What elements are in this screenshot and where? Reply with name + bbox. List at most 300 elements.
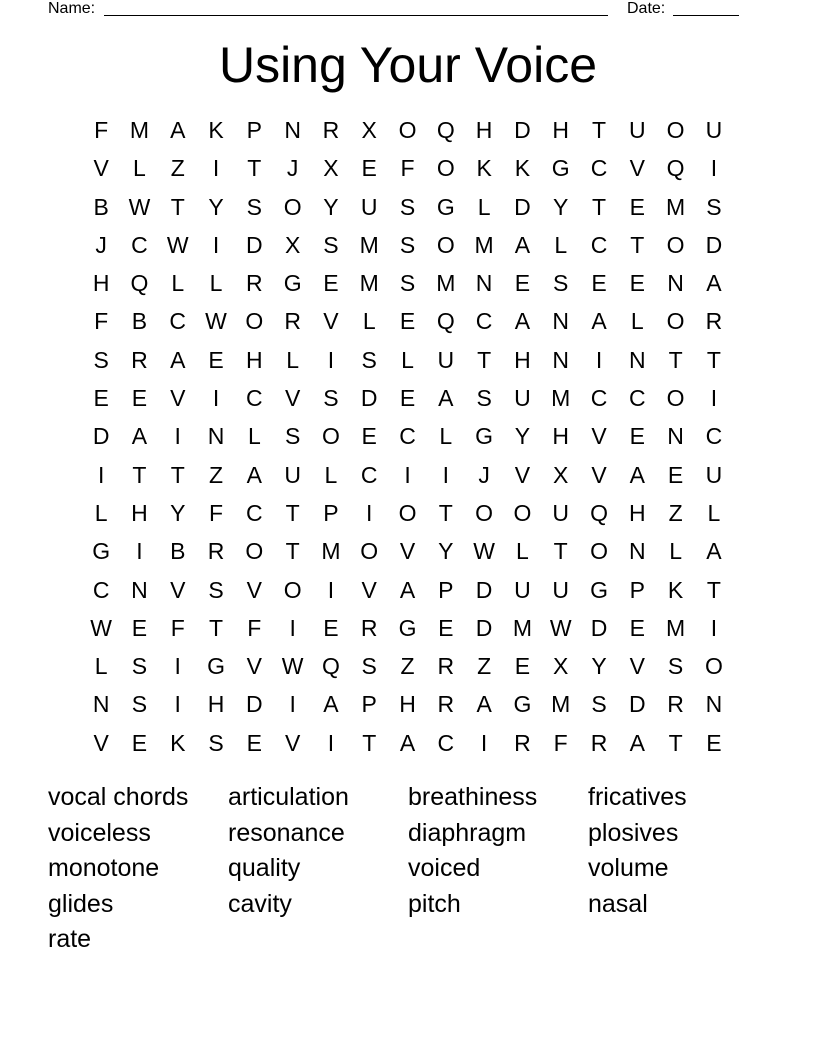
grid-letter: R: [131, 346, 148, 373]
grid-letter: T: [170, 193, 185, 220]
grid-letter: Y: [170, 499, 186, 526]
grid-letter: E: [667, 461, 684, 488]
grid-letter: S: [93, 346, 109, 373]
grid-letter: D: [360, 385, 378, 412]
grid-letter: I: [710, 614, 718, 641]
grid-letter: I: [212, 155, 220, 182]
grid-letter: Y: [208, 193, 224, 220]
grid-letter: A: [246, 461, 262, 488]
grid-letter: C: [246, 499, 263, 526]
grid-letter: S: [399, 270, 416, 297]
grid-letter: Z: [170, 155, 185, 182]
grid-letter: Q: [436, 117, 455, 143]
grid-letter: O: [436, 155, 455, 182]
grid-letter: U: [552, 499, 570, 526]
grid-letter: L: [554, 231, 568, 258]
grid-letter: A: [170, 117, 186, 143]
grid-letter: L: [362, 308, 376, 335]
grid-letter: U: [360, 193, 378, 220]
grid-letter: N: [207, 423, 225, 450]
grid-letter: D: [246, 691, 263, 718]
grid-letter: S: [361, 653, 377, 680]
grid-letter: Y: [591, 653, 607, 680]
grid-letter: A: [706, 538, 722, 565]
grid-letter: O: [666, 385, 685, 412]
grid-letter: E: [131, 614, 148, 641]
grid-letter: I: [212, 385, 220, 412]
grid-letter: Q: [666, 155, 685, 182]
grid-letter: S: [284, 423, 301, 450]
grid-letter: C: [437, 729, 455, 756]
grid-letter: H: [399, 691, 416, 718]
grid-letter: G: [92, 538, 111, 565]
grid-letter: D: [705, 231, 723, 258]
grid-letter: T: [706, 346, 721, 373]
grid-letter: H: [131, 499, 148, 526]
grid-letter: M: [474, 231, 494, 258]
grid-letter: R: [322, 117, 340, 143]
grid-letter: N: [92, 691, 110, 718]
grid-letter: V: [361, 576, 377, 603]
word-list-item: breathiness: [408, 783, 538, 811]
word-list-item: pitch: [408, 889, 461, 918]
grid-letter: O: [666, 231, 685, 258]
grid-letter: H: [552, 117, 570, 143]
grid-letter: E: [246, 729, 262, 756]
grid-letter: W: [128, 193, 151, 220]
grid-letter: L: [516, 538, 529, 565]
grid-letter: C: [131, 231, 148, 258]
grid-letter: S: [131, 691, 148, 718]
grid-letter: R: [437, 653, 455, 680]
grid-letter: X: [361, 117, 377, 143]
grid-letter: K: [667, 576, 684, 603]
grid-letter: U: [437, 346, 455, 373]
grid-letter: S: [208, 729, 224, 756]
page-title: Using Your Voice: [218, 37, 598, 93]
grid-letter: W: [166, 231, 189, 258]
grid-letter: J: [95, 231, 107, 258]
grid-letter: V: [93, 155, 109, 182]
grid-letter: S: [323, 231, 339, 258]
grid-letter: I: [174, 423, 181, 450]
grid-letter: I: [174, 653, 181, 680]
grid-letter: K: [514, 155, 531, 182]
grid-letter: E: [361, 423, 377, 450]
grid-letter: M: [359, 231, 379, 258]
grid-letter: W: [90, 614, 112, 641]
grid-letter: V: [170, 385, 186, 412]
grid-letter: T: [209, 614, 224, 641]
grid-letter: Q: [436, 308, 455, 335]
grid-letter: R: [437, 691, 455, 718]
grid-letter: O: [666, 117, 685, 143]
grid-letter: F: [94, 117, 109, 143]
grid-letter: V: [591, 423, 607, 450]
grid-letter: V: [591, 461, 607, 488]
grid-letter: X: [323, 155, 339, 182]
grid-letter: F: [170, 614, 185, 641]
grid-letter: I: [595, 346, 603, 373]
grid-letter: L: [401, 346, 414, 373]
grid-letter: K: [476, 155, 492, 182]
grid-letter: R: [246, 270, 263, 297]
grid-letter: F: [94, 308, 109, 335]
grid-letter: T: [706, 576, 721, 603]
grid-letter: B: [131, 308, 148, 335]
grid-letter: E: [706, 729, 722, 756]
grid-letter: L: [94, 499, 108, 526]
grid-letter: D: [475, 614, 493, 641]
grid-letter: Y: [323, 193, 339, 220]
grid-letter: V: [284, 385, 301, 412]
grid-letter: T: [477, 346, 492, 373]
grid-letter: E: [591, 270, 607, 297]
grid-letter: A: [514, 231, 531, 258]
grid-letter: Q: [130, 270, 149, 297]
grid-letter: I: [710, 155, 718, 182]
word-list-item: voiceless: [48, 818, 151, 847]
grid-letter: T: [132, 461, 147, 488]
grid-letter: E: [629, 270, 645, 297]
grid-letter: X: [553, 653, 569, 680]
grid-letter: J: [286, 155, 299, 182]
grid-letter: C: [475, 308, 493, 335]
grid-letter: E: [629, 614, 645, 641]
grid-letter: M: [512, 614, 532, 641]
grid-letter: N: [667, 270, 684, 297]
grid-letter: T: [668, 729, 683, 756]
word-list-item: cavity: [228, 889, 292, 918]
grid-letter: W: [473, 538, 495, 565]
grid-letter: S: [361, 346, 377, 373]
grid-letter: E: [323, 270, 339, 297]
grid-letter: Z: [668, 499, 683, 526]
grid-letter: E: [629, 423, 645, 450]
word-list-item: fricatives: [588, 783, 687, 811]
grid-letter: Z: [477, 653, 492, 680]
grid-letter: H: [475, 117, 493, 143]
grid-letter: O: [245, 308, 264, 335]
grid-letter: P: [438, 576, 454, 603]
grid-letter: V: [323, 308, 339, 335]
grid-letter: L: [439, 423, 453, 450]
grid-letter: U: [705, 117, 723, 143]
grid-letter: M: [321, 538, 341, 565]
grid-letter: G: [475, 423, 494, 450]
grid-letter: Z: [400, 653, 415, 680]
grid-letter: A: [131, 423, 148, 450]
grid-letter: A: [170, 346, 186, 373]
header: [0, 0, 816, 20]
grid-letter: E: [208, 346, 224, 373]
grid-letter: L: [707, 499, 721, 526]
grid-letter: O: [666, 308, 685, 335]
grid-letter: H: [628, 499, 646, 526]
grid-letter: C: [399, 423, 416, 450]
grid-letter: A: [591, 308, 607, 335]
grid-letter: V: [399, 538, 416, 565]
grid-letter: C: [246, 385, 263, 412]
grid-letter: D: [590, 614, 608, 641]
grid-letter: A: [323, 691, 339, 718]
grid-letter: P: [323, 499, 339, 526]
word-list-item: resonance: [228, 818, 345, 847]
grid-letter: A: [706, 270, 722, 297]
grid-letter: A: [514, 308, 531, 335]
grid-letter: I: [212, 231, 220, 258]
grid-letter: I: [327, 729, 335, 756]
grid-letter: S: [476, 385, 492, 412]
grid-letter: S: [399, 231, 416, 258]
grid-letter: C: [590, 385, 608, 412]
grid-letter: H: [246, 346, 263, 373]
grid-letter: R: [360, 614, 378, 641]
grid-letter: G: [436, 193, 455, 220]
grid-letter: T: [630, 231, 645, 258]
word-list-item: glides: [48, 889, 114, 918]
word-list-item: voiced: [408, 854, 481, 883]
grid-letter: O: [704, 653, 723, 680]
grid-letter: J: [478, 461, 490, 488]
grid-letter: T: [362, 729, 377, 756]
grid-letter: S: [553, 270, 569, 297]
grid-letter: C: [360, 461, 378, 488]
grid-letter: M: [666, 614, 686, 641]
grid-letter: S: [706, 193, 722, 220]
grid-letter: E: [323, 614, 339, 641]
grid-letter: W: [281, 653, 304, 680]
grid-letter: B: [170, 538, 186, 565]
grid-letter: O: [283, 193, 302, 220]
grid-letter: U: [514, 576, 531, 603]
grid-letter: V: [246, 576, 262, 603]
name-blank-line: [104, 15, 608, 16]
grid-letter: I: [327, 346, 335, 373]
grid-letter: O: [245, 538, 264, 565]
grid-letter: I: [404, 461, 411, 488]
grid-letter: F: [400, 155, 415, 182]
grid-letter: M: [551, 691, 571, 718]
grid-letter: U: [705, 461, 723, 488]
grid-letter: Y: [514, 423, 531, 450]
grid-letter: Y: [553, 193, 569, 220]
grid-letter: L: [209, 270, 223, 297]
grid-letter: L: [669, 538, 682, 565]
grid-letter: V: [514, 461, 531, 488]
grid-letter: M: [129, 117, 150, 143]
grid-letter: G: [207, 653, 225, 680]
word-list-item: monotone: [48, 854, 160, 883]
grid-letter: K: [170, 729, 186, 756]
grid-letter: A: [629, 461, 645, 488]
grid-letter: F: [553, 729, 568, 756]
grid-letter: I: [174, 691, 181, 718]
grid-letter: S: [131, 653, 148, 680]
grid-letter: R: [207, 538, 225, 565]
grid-letter: C: [169, 308, 187, 335]
grid-letter: I: [97, 461, 105, 488]
grid-letter: R: [284, 308, 301, 335]
grid-letter: X: [553, 461, 569, 488]
date-blank-line: [673, 15, 739, 16]
grid-letter: G: [551, 155, 570, 182]
grid-letter: W: [205, 308, 227, 335]
word-list-item: articulation: [228, 783, 349, 811]
grid-letter: E: [438, 614, 454, 641]
grid-letter: L: [477, 193, 491, 220]
grid-letter: D: [92, 423, 110, 450]
grid-letter: I: [442, 461, 450, 488]
grid-letter: T: [668, 346, 683, 373]
grid-letter: L: [133, 155, 146, 182]
grid-letter: G: [513, 691, 532, 718]
grid-letter: G: [590, 576, 608, 603]
grid-letter: N: [628, 538, 646, 565]
grid-letter: S: [246, 193, 262, 220]
grid-letter: O: [283, 576, 302, 603]
grid-letter: R: [667, 691, 684, 718]
word-list-item: volume: [588, 854, 669, 883]
grid-letter: U: [284, 461, 301, 488]
name-label: Name:: [48, 0, 96, 17]
grid-letter: M: [436, 270, 456, 297]
grid-letter: S: [667, 653, 684, 680]
grid-letter: L: [171, 270, 185, 297]
grid-letter: M: [359, 270, 379, 297]
grid-letter: O: [321, 423, 340, 450]
grid-letter: O: [398, 117, 417, 143]
grid-letter: D: [475, 576, 493, 603]
word-list-item: rate: [48, 925, 92, 954]
grid-letter: R: [590, 729, 608, 756]
grid-letter: L: [247, 423, 261, 450]
grid-letter: T: [285, 538, 300, 565]
grid-letter: C: [628, 385, 646, 412]
grid-letter: E: [131, 385, 148, 412]
grid-letter: O: [436, 231, 455, 258]
grid-letter: V: [284, 729, 301, 756]
grid-letter: C: [590, 155, 608, 182]
grid-letter: O: [360, 538, 379, 565]
grid-letter: X: [284, 231, 301, 258]
grid-letter: I: [480, 729, 488, 756]
grid-letter: V: [93, 729, 109, 756]
grid-letter: T: [591, 117, 607, 143]
grid-letter: P: [361, 691, 377, 718]
grid-letter: E: [399, 308, 416, 335]
word-list-item: nasal: [588, 889, 648, 918]
grid-letter: E: [514, 653, 531, 680]
grid-letter: E: [629, 193, 645, 220]
grid-letter: N: [628, 346, 646, 373]
grid-letter: A: [399, 729, 416, 756]
grid-letter: A: [399, 576, 416, 603]
grid-letter: H: [514, 346, 531, 373]
grid-letter: S: [399, 193, 416, 220]
grid-letter: B: [93, 193, 109, 220]
grid-letter: Q: [321, 653, 340, 680]
grid-letter: U: [552, 576, 570, 603]
grid-letter: T: [553, 538, 568, 565]
grid-letter: L: [286, 346, 300, 373]
grid-letter: D: [514, 117, 531, 143]
grid-letter: O: [398, 499, 417, 526]
grid-letter: S: [323, 385, 339, 412]
grid-letter: I: [327, 576, 335, 603]
grid-letter: U: [514, 385, 531, 412]
grid-letter: F: [247, 614, 262, 641]
grid-letter: D: [514, 193, 531, 220]
grid-letter: D: [246, 231, 263, 258]
grid-letter: V: [629, 155, 645, 182]
grid-letter: H: [207, 691, 225, 718]
grid-letter: C: [705, 423, 723, 450]
grid-letter: N: [131, 576, 148, 603]
grid-letter: N: [705, 691, 723, 718]
grid-letter: R: [705, 308, 723, 335]
grid-letter: T: [170, 461, 185, 488]
word-list-item: quality: [228, 854, 301, 883]
grid-letter: L: [630, 308, 644, 335]
grid-letter: A: [629, 729, 645, 756]
grid-letter: D: [628, 691, 646, 718]
word-list-item: plosives: [588, 818, 679, 847]
grid-letter: I: [710, 385, 718, 412]
grid-letter: E: [93, 385, 109, 412]
grid-letter: M: [666, 193, 686, 220]
grid-letter: E: [361, 155, 377, 182]
grid-letter: U: [628, 117, 646, 143]
grid-letter: C: [590, 231, 608, 258]
grid-letter: A: [438, 385, 454, 412]
grid-letter: Q: [590, 499, 608, 526]
grid-letter: M: [551, 385, 571, 412]
grid-letter: Y: [438, 538, 454, 565]
grid-letter: L: [324, 461, 338, 488]
grid-letter: I: [289, 691, 296, 718]
grid-letter: P: [629, 576, 645, 603]
grid-letter: K: [208, 117, 224, 143]
grid-letter: I: [289, 614, 296, 641]
grid-letter: G: [283, 270, 302, 297]
grid-letter: Z: [209, 461, 224, 488]
word-list-item: diaphragm: [408, 818, 527, 847]
grid-letter: G: [398, 614, 417, 641]
grid-letter: O: [475, 499, 494, 526]
grid-letter: V: [170, 576, 186, 603]
grid-letter: H: [552, 423, 570, 450]
grid-letter: T: [438, 499, 453, 526]
word-list: [48, 780, 768, 958]
grid-letter: I: [366, 499, 373, 526]
grid-letter: H: [92, 270, 110, 297]
grid-letter: T: [285, 499, 300, 526]
grid-letter: I: [136, 538, 143, 565]
word-list-item: vocal chords: [48, 783, 189, 811]
grid-letter: C: [92, 576, 110, 603]
grid-letter: F: [209, 499, 224, 526]
grid-letter: O: [513, 499, 532, 526]
grid-letter: N: [552, 308, 570, 335]
grid-letter: T: [591, 193, 607, 220]
grid-letter: E: [399, 385, 416, 412]
grid-letter: A: [476, 691, 492, 718]
grid-letter: N: [552, 346, 570, 373]
grid-letter: W: [549, 614, 572, 641]
grid-letter: O: [590, 538, 608, 565]
grid-letter: S: [591, 691, 607, 718]
